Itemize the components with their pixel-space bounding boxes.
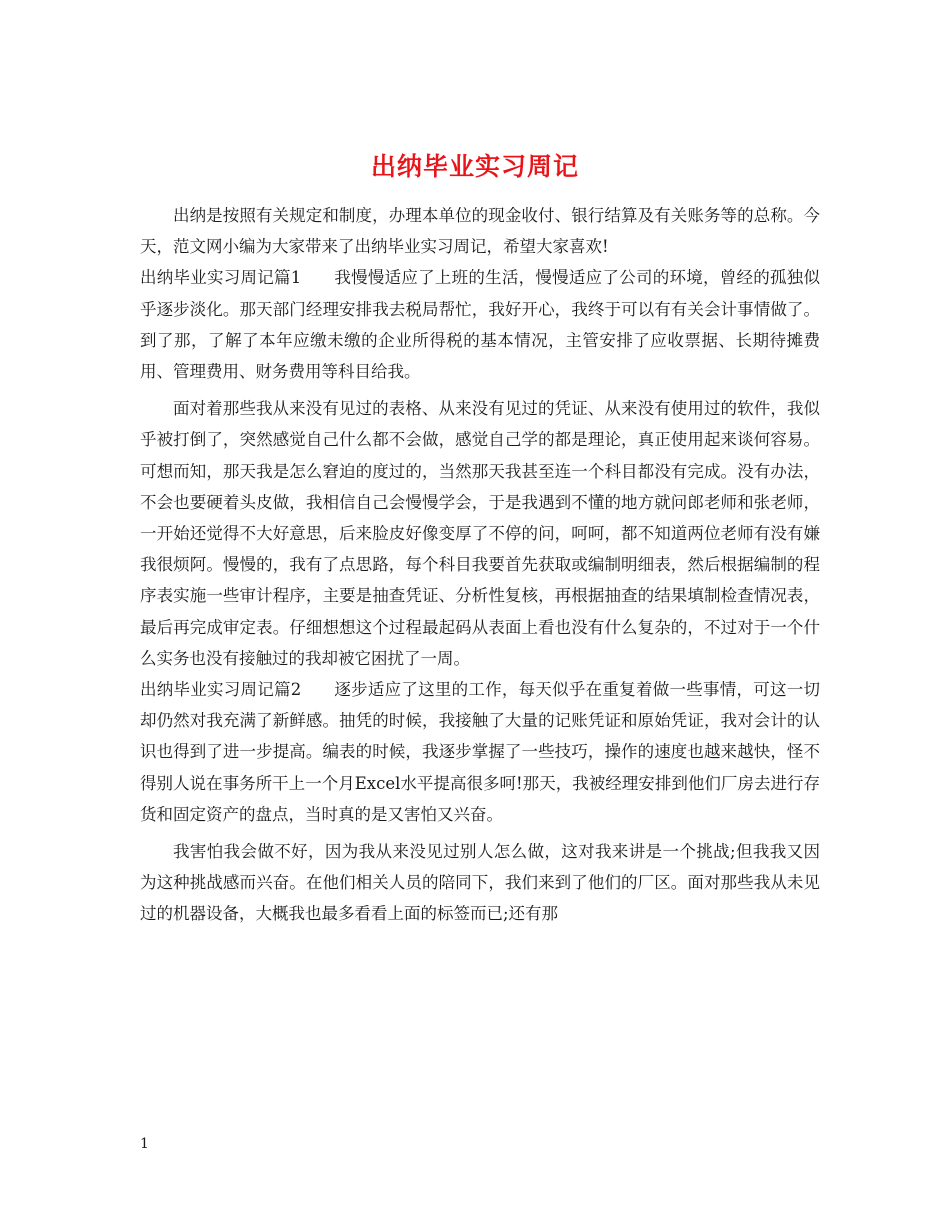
section-2-text: 逐步适应了这里的工作，每天似乎在重复着做一些事情，可这一切却仍然对我充满了新鲜感。抽凭的时候，我接触了大量的记账凭证和原始凭证，我对会计的认识也得到了进一步提高。编表的时候，我逐步掌握了一些技巧，操作的速度也越来越快，怪不得别人说在事务所干上一个月Excel水平提高很多呵!那天，我被经理安排到他们厂房去进行存货和固定资产的盘点，当时真的是又害怕又兴奋。 — [140, 680, 821, 824]
page-number: 1 — [140, 1136, 149, 1152]
section-1-paragraph-2: 面对着那些我从来没有见过的表格、从来没有见过的凭证、从来没有使用过的软件，我似乎被打倒了，突然感觉自己什么都不会做，感觉自己学的都是理论，真正使用起来谈何容易。可想而知，那天我是怎么窘迫的度过的，当然那天我甚至连一个科目都没有完成。没有办法，不会也要硬着头皮做，我相信自己会慢慢学会，于是我遇到不懂的地方就问郎老师和张老师，一开始还觉得不大好意思，后来脸皮好像变厚了不停的问，呵呵，都不知道两位老师有没有嫌我很烦阿。慢慢的，我有了点思路，每个科目我要首先获取或编制明细表，然后根据编制的程序表实施一些审计程序，主要是抽查凭证、分析性复核，再根据抽查的结果填制检查情况表，最后再完成审定表。仔细想想这个过程最起码从表面上看也没有什么复杂的，不过对于一个什么实务也没有接触过的我却被它困扰了一周。 — [140, 399, 820, 668]
document-body — [140, 200, 820, 930]
section-1-text: 我慢慢适应了上班的生活，慢慢适应了公司的环境，曾经的孤独似乎逐步淡化。那天部门经理安排我去税局帮忙，我好开心，我终于可以有有关会计事情做了。到了那，了解了本年应缴未缴的企业所得税的基本情况，主管安排了应收票据、长期待摊费用、管理费用、财务费用等科目给我。 — [140, 268, 821, 382]
document-title: 出纳毕业实习周记 — [370, 151, 579, 181]
section-2-paragraph — [140, 674, 820, 830]
section-2-heading: 出纳毕业实习周记篇2 — [140, 680, 302, 700]
section-2-paragraph-2: 我害怕我会做不好，因为我从来没见过别人怎么做，这对我来讲是一个挑战;但我我又因为这种挑战感而兴奋。在他们相关人员的陪同下，我们来到了他们的厂区。面对那些我从未见过的机器设备，大概我也最多看看上面的标签而已;还有那 — [140, 842, 820, 924]
intro-paragraph: 出纳是按照有关规定和制度，办理本单位的现金收付、银行结算及有关账务等的总称。今天，范文网小编为大家带来了出纳毕业实习周记，希望大家喜欢! — [140, 206, 820, 257]
section-1-paragraph — [140, 262, 820, 387]
section-1-heading: 出纳毕业实习周记篇1 — [140, 268, 302, 288]
